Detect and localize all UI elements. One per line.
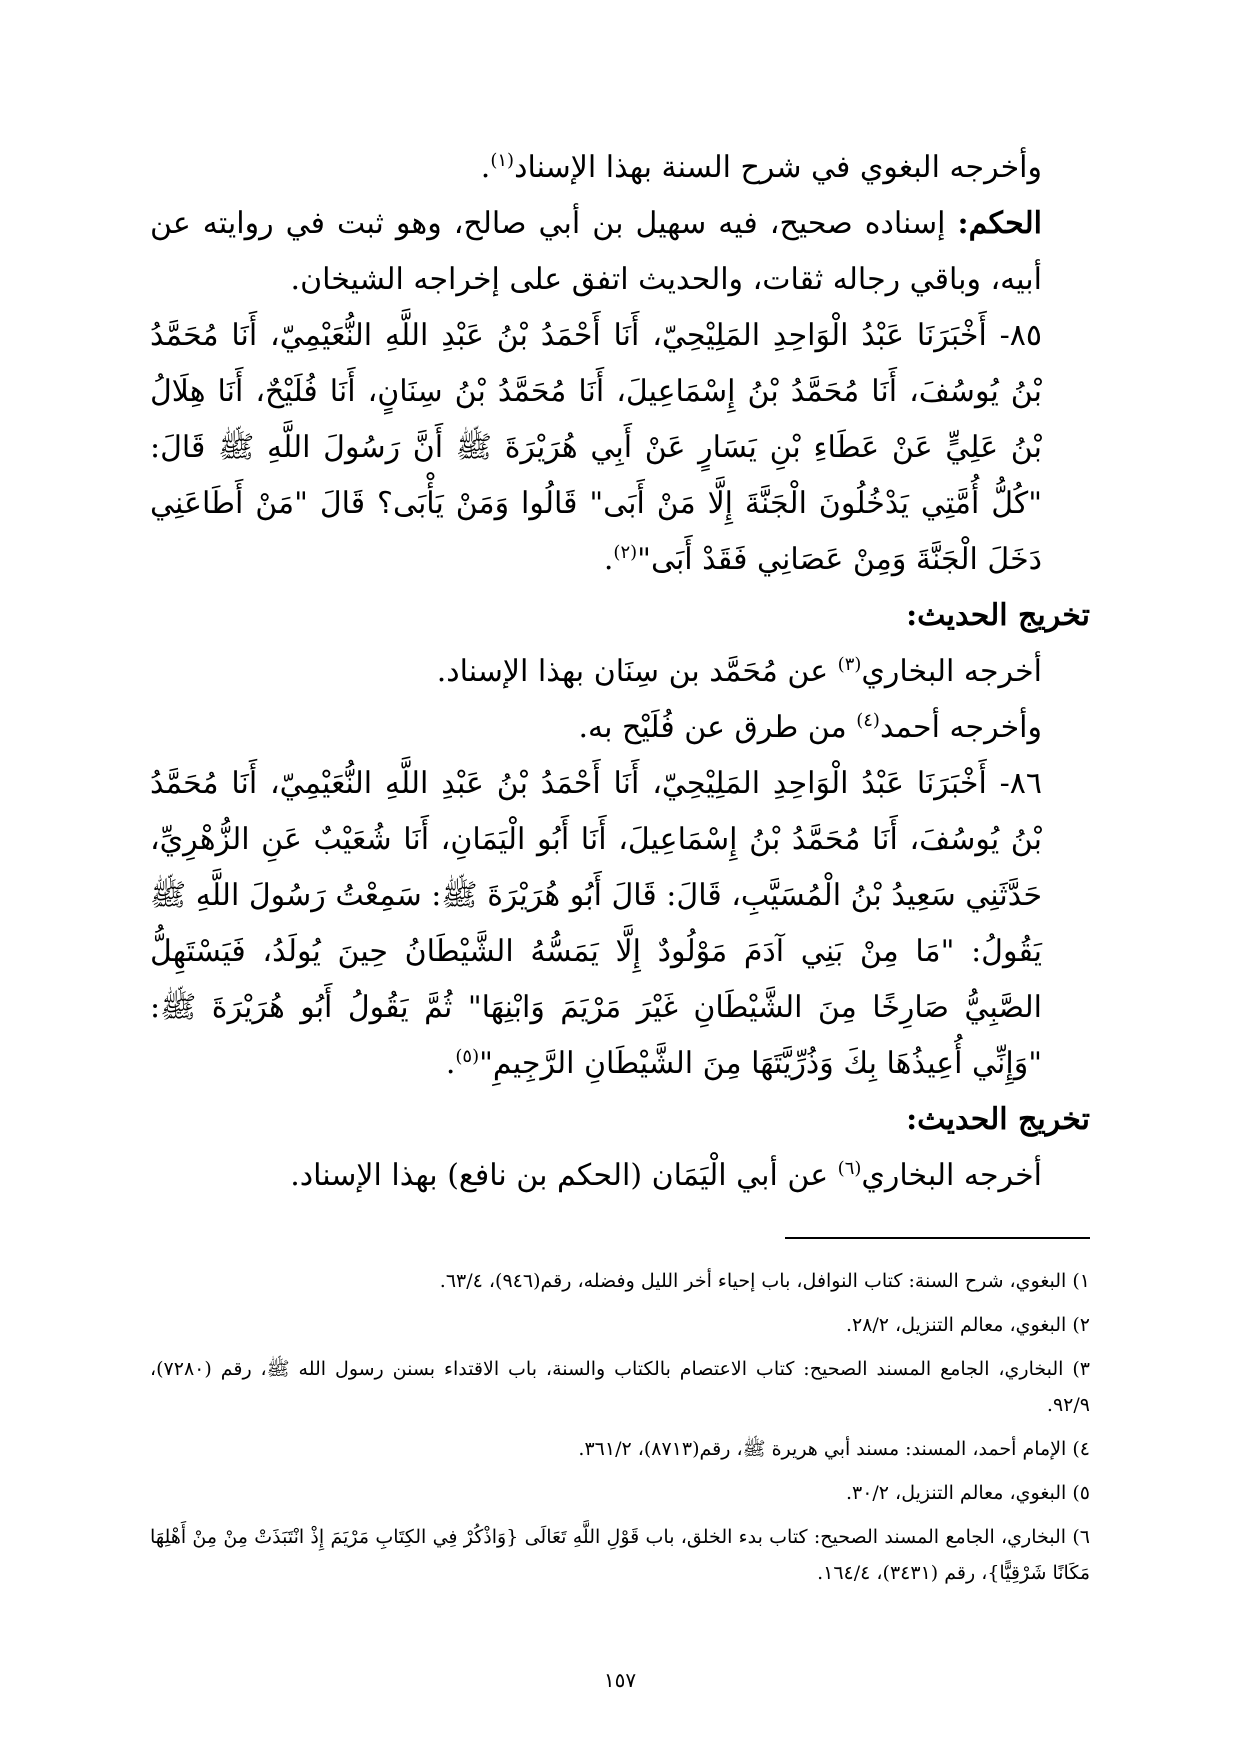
hukm-label: الحكم:	[957, 206, 1042, 241]
hadith-86: ٨٦- أَخْبَرَنَا عَبْدُ الْوَاحِدِ المَلِيْحِيّ، أَنَا أَحْمَدُ بْنُ عَبْدِ اللَّهِ النُّعَيْمِيّ، أَنَا مُحَمَّدُ بْنُ يُوسُفَ، أَنَا مُحَمَّدُ بْنُ إِسْمَاعِيلَ، أَنَا أَبُو الْيَمَانِ، أَنَا شُعَيْبٌ عَنِ الزُّهْرِيِّ، حَدَّثَنِي سَعِيدُ بْنُ الْمُسَيَّبِ، قَالَ: قَالَ أَبُو هُرَيْرَةَ ﷺ: سَمِعْتُ رَسُولَ اللَّهِ ﷺ يَقُولُ: "مَا مِنْ بَنِي آدَمَ مَوْلُودٌ إِلَّا يَمَسُّهُ الشَّيْطَانُ حِينَ يُولَدُ، فَيَسْتَهِلُّ الصَّبِيُّ صَارِخًا مِنَ الشَّيْطَانِ غَيْرَ مَرْيَمَ وَابْنِهَا" ثُمَّ يَقُولُ أَبُو هُرَيْرَةَ ﷺ: "وَإِنِّي أُعِيذُهَا بِكَ وَذُرِّيَّتَهَا مِنَ الشَّيْطَانِ الرَّجِيمِ"$^{(٥)}$.	[150, 766, 1042, 1081]
footnote-ref[interactable]: (٢)	[613, 542, 638, 563]
footnote-ref[interactable]: (١)	[490, 150, 515, 171]
footnote-6: ٦) البخاري، الجامع المسند الصحيح: كتاب بدء الخلق، باب قَوْلِ اللَّهِ تَعَالَى {وَاذْكُرْ فِي الكِتَابِ مَرْيَمَ إِذْ انْتَبَذَتْ مِنْ مِنْ أَهْلِهَا مَكَانًا شَرْقِيًّا}، رقم (٣٤٣١)، ١٦٤/٤.	[150, 1526, 1090, 1584]
hadith-text: أَخْبَرَنَا عَبْدُ الْوَاحِدِ المَلِيْحِيّ، أَنَا أَحْمَدُ بْنُ عَبْدِ اللَّهِ النُّعَيْمِيّ، أَنَا مُحَمَّدُ بْنُ يُوسُفَ، أَنَا مُحَمَّدُ بْنُ إِسْمَاعِيلَ، أَنَا مُحَمَّدُ بْنُ سِنَانٍ، أَنَا فُلَيْحٌ، أَنَا هِلَالُ بْنُ عَلِيٍّ عَنْ عَطَاءِ بْنِ يَسَارٍ عَنْ أَبِي هُرَيْرَةَ ﷺ أَنَّ رَسُولَ اللَّهِ ﷺ قَالَ: "كُلُّ أُمَّتِي يَدْخُلُونَ الْجَنَّةَ إِلَّا مَنْ أَبَى" قَالُوا وَمَنْ يَأْبَى؟ قَالَ "مَنْ أَطَاعَنِي دَخَلَ الْجَنَّةَ وَمِنْ عَصَانِي فَقَدْ أَبَى"	[150, 318, 1042, 577]
paragraph-bukhari-85: أخرجه البخاري$^{(٣)}$ عن مُحَمَّد بن سِنَان بهذا الإسناد.	[436, 654, 1042, 689]
footnote-1: ١) البغوي، شرح السنة: كتاب النوافل، باب إحياء أخر الليل وفضله، رقم(٩٤٦)، ٦٣/٤.	[439, 1270, 1090, 1292]
footnote-ref[interactable]: (٥)	[455, 1046, 480, 1067]
footnote-3: ٣) البخاري، الجامع المسند الصحيح: كتاب الاعتصام بالكتاب والسنة، باب الاقتداء بسنن رسول الله ﷺ، رقم (٧٢٨٠)، ٩٢/٩.	[150, 1358, 1090, 1416]
footnote-2: ٢) البغوي، معالم التنزيل، ٢٨/٢.	[845, 1314, 1090, 1336]
footnote-ref[interactable]: (٤)	[856, 710, 880, 731]
footnote-4: ٤) الإمام أحمد، المسند: مسند أبي هريرة ﷺ، رقم(٨٧١٣)، ٣٦١/٢.	[578, 1438, 1090, 1460]
paragraph-hukm	[150, 196, 1090, 308]
paragraph-text: وأخرجه البغوي في شرح السنة بهذا الإسناد	[514, 150, 1042, 185]
section-heading-takhrij: تخريج الحديث:	[906, 1102, 1090, 1137]
paragraph-ahmad-85: وأخرجه أحمد$^{(٤)}$ من طرق عن فُلَيْح به.	[578, 710, 1042, 745]
main-text	[150, 140, 1090, 1204]
section-heading-takhrij: تخريج الحديث:	[906, 598, 1090, 633]
footnote-ref[interactable]: (٣)	[837, 654, 862, 675]
footnote-ref[interactable]: (٦)	[837, 1158, 862, 1179]
hadith-85: ٨٥- أَخْبَرَنَا عَبْدُ الْوَاحِدِ المَلِيْحِيّ، أَنَا أَحْمَدُ بْنُ عَبْدِ اللَّهِ النُّعَيْمِيّ، أَنَا مُحَمَّدُ بْنُ يُوسُفَ، أَنَا مُحَمَّدُ بْنُ إِسْمَاعِيلَ، أَنَا مُحَمَّدُ بْنُ سِنَانٍ، أَنَا فُلَيْحٌ، أَنَا هِلَالُ بْنُ عَلِيٍّ عَنْ عَطَاءِ بْنِ يَسَارٍ عَنْ أَبِي هُرَيْرَةَ ﷺ أَنَّ رَسُولَ اللَّهِ ﷺ قَالَ: "كُلُّ أُمَّتِي يَدْخُلُونَ الْجَنَّةَ إِلَّا مَنْ أَبَى" قَالُوا وَمَنْ يَأْبَى؟ قَالَ "مَنْ أَطَاعَنِي دَخَلَ الْجَنَّةَ وَمِنْ عَصَانِي فَقَدْ أَبَى"$^{(٢)}$.	[150, 318, 1042, 577]
page-number: ١٥٧	[603, 1668, 637, 1692]
hadith-number: ٨٥-	[986, 318, 1042, 353]
paragraph-bukhari-86: أخرجه البخاري$^{(٦)}$ عن أبي الْيَمَان (الحكم بن نافع) بهذا الإسناد.	[290, 1158, 1042, 1193]
paragraph-baghawi-takhrij: وأخرجه البغوي في شرح السنة بهذا الإسناد$^{(١)}$.	[480, 150, 1042, 185]
footnotes	[150, 1263, 1090, 1599]
hadith-number: ٨٦-	[986, 766, 1042, 801]
hukm-text: إسناده صحيح، فيه سهيل بن أبي صالح، وهو ثبت في روايته عن أبيه، وباقي رجاله ثقات، والحديث اتفق على إخراجه الشيخان.	[150, 206, 1042, 297]
footnote-separator	[785, 1237, 1090, 1239]
footnote-5: ٥) البغوي، معالم التنزيل، ٣٠/٢.	[845, 1482, 1090, 1504]
hadith-text: أَخْبَرَنَا عَبْدُ الْوَاحِدِ المَلِيْحِيّ، أَنَا أَحْمَدُ بْنُ عَبْدِ اللَّهِ النُّعَيْمِيّ، أَنَا مُحَمَّدُ بْنُ يُوسُفَ، أَنَا مُحَمَّدُ بْنُ إِسْمَاعِيلَ، أَنَا أَبُو الْيَمَانِ، أَنَا شُعَيْبٌ عَنِ الزُّهْرِيِّ، حَدَّثَنِي سَعِيدُ بْنُ الْمُسَيَّبِ، قَالَ: قَالَ أَبُو هُرَيْرَةَ ﷺ: سَمِعْتُ رَسُولَ اللَّهِ ﷺ يَقُولُ: "مَا مِنْ بَنِي آدَمَ مَوْلُودٌ إِلَّا يَمَسُّهُ الشَّيْطَانُ حِينَ يُولَدُ، فَيَسْتَهِلُّ الصَّبِيُّ صَارِخًا مِنَ الشَّيْطَانِ غَيْرَ مَرْيَمَ وَابْنِهَا" ثُمَّ يَقُولُ أَبُو هُرَيْرَةَ ﷺ: "وَإِنِّي أُعِيذُهَا بِكَ وَذُرِّيَّتَهَا مِنَ الشَّيْطَانِ الرَّجِيمِ"	[150, 766, 1042, 1081]
